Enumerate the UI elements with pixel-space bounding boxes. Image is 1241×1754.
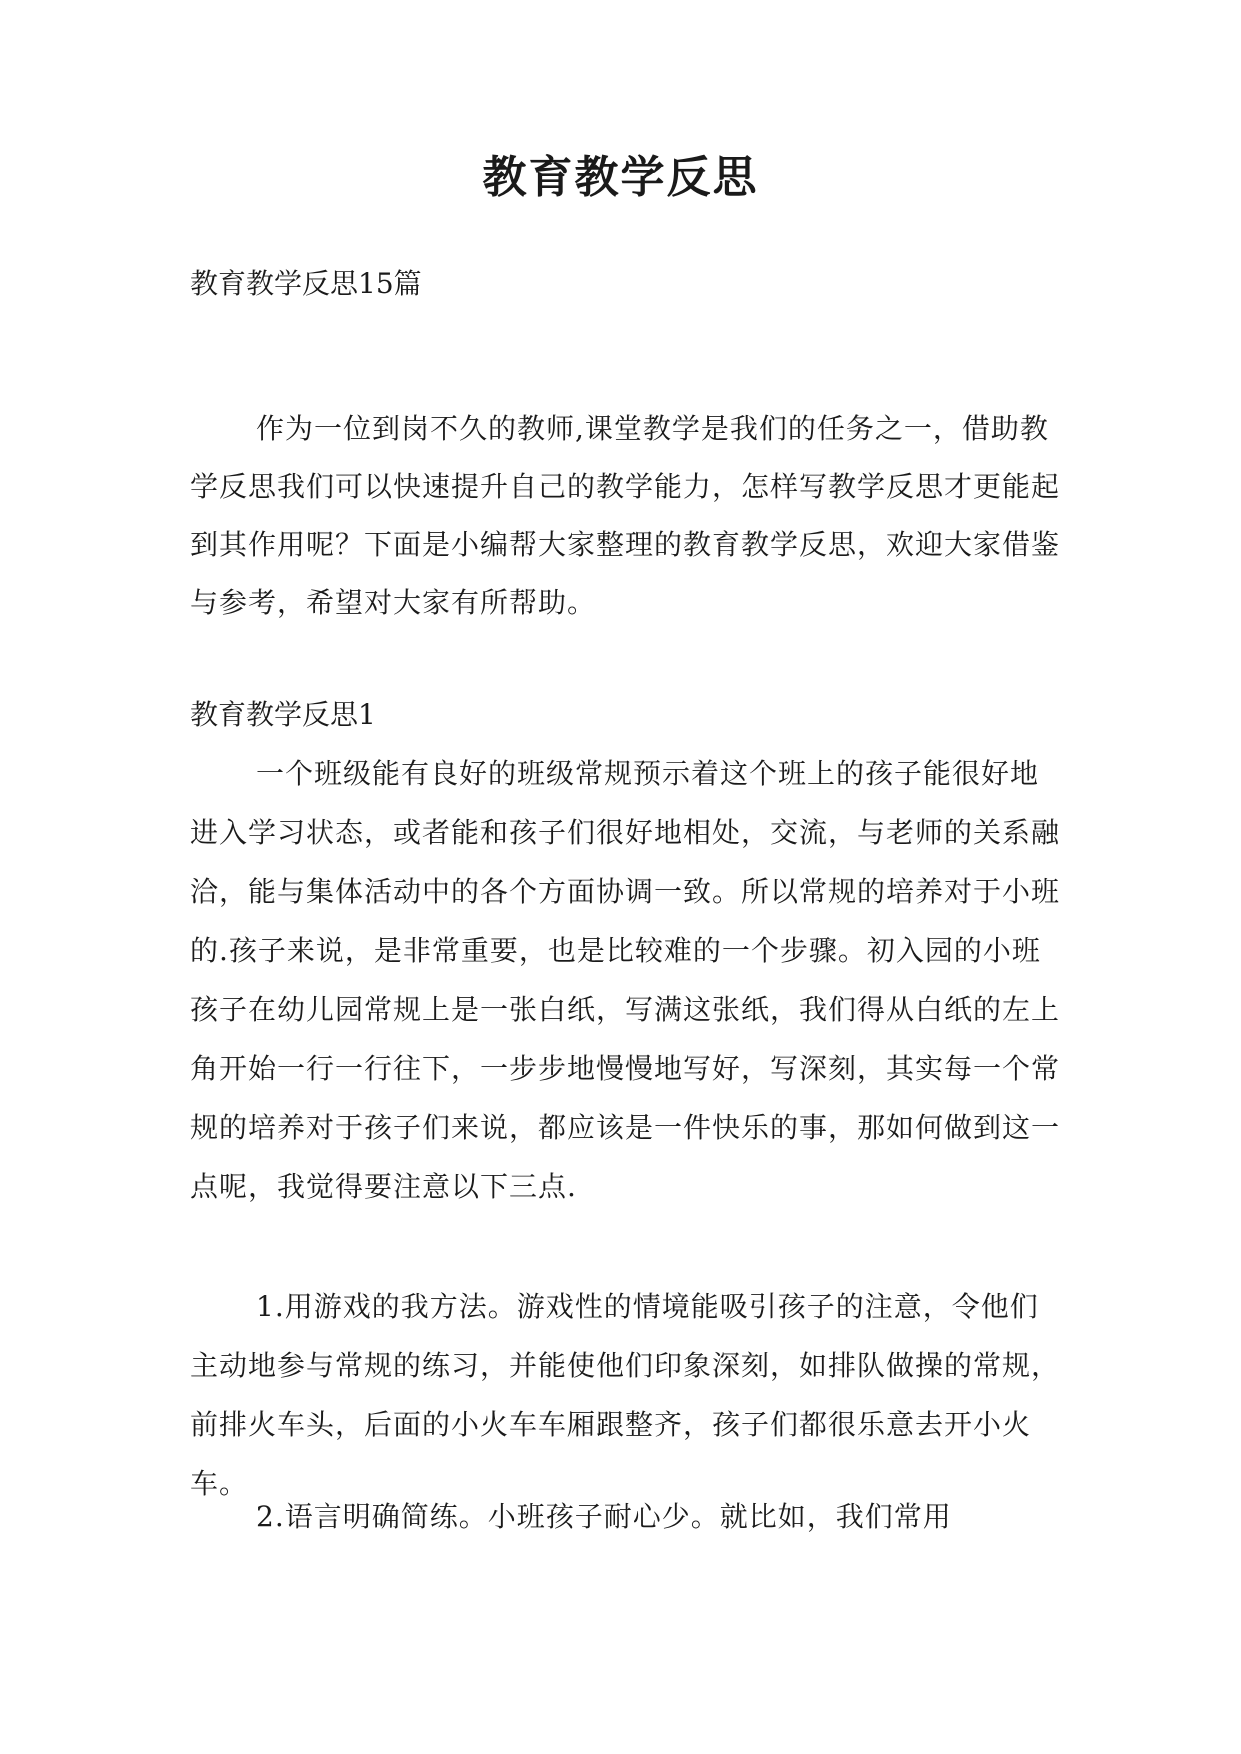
body-paragraph-3: 2.语言明确简练。小班孩子耐心少。就比如，我们常用 (256, 1500, 952, 1533)
body-paragraph-2: 1.用游戏的我方法。游戏性的情境能吸引孩子的注意，令他们主动地参与常规的练习，并能使他们印象深刻，如排队做操的常规，前排火车头，后面的小火车车厢跟整齐，孩子们都很乐意去开小火车。 (190, 1290, 1061, 1500)
document-subtitle: 教育教学反思15篇 (190, 267, 422, 300)
section-heading: 教育教学反思1 (190, 698, 376, 731)
intro-paragraph: 作为一位到岗不久的教师,课堂教学是我们的任务之一，借助教学反思我们可以快速提升自己的教学能力，怎样写教学反思才更能起到其作用呢？下面是小编帮大家整理的教育教学反思，欢迎大家借鉴与参考，希望对大家有所帮助。 (190, 412, 1061, 619)
body-paragraph-1: 一个班级能有良好的班级常规预示着这个班上的孩子能很好地进入学习状态，或者能和孩子们很好地相处，交流，与老师的关系融洽，能与集体活动中的各个方面协调一致。所以常规的培养对于小班的.孩子来说，是非常重要，也是比较难的一个步骤。初入园的小班孩子在幼儿园常规上是一张白纸，写满这张纸，我们得从白纸的左上角开始一行一行往下，一步步地慢慢地写好，写深刻，其实每一个常规的培养对于孩子们来说，都应该是一件快乐的事，那如何做到这一点呢，我觉得要注意以下三点. (190, 757, 1061, 1203)
document-title: 教育教学反思 (482, 152, 759, 203)
